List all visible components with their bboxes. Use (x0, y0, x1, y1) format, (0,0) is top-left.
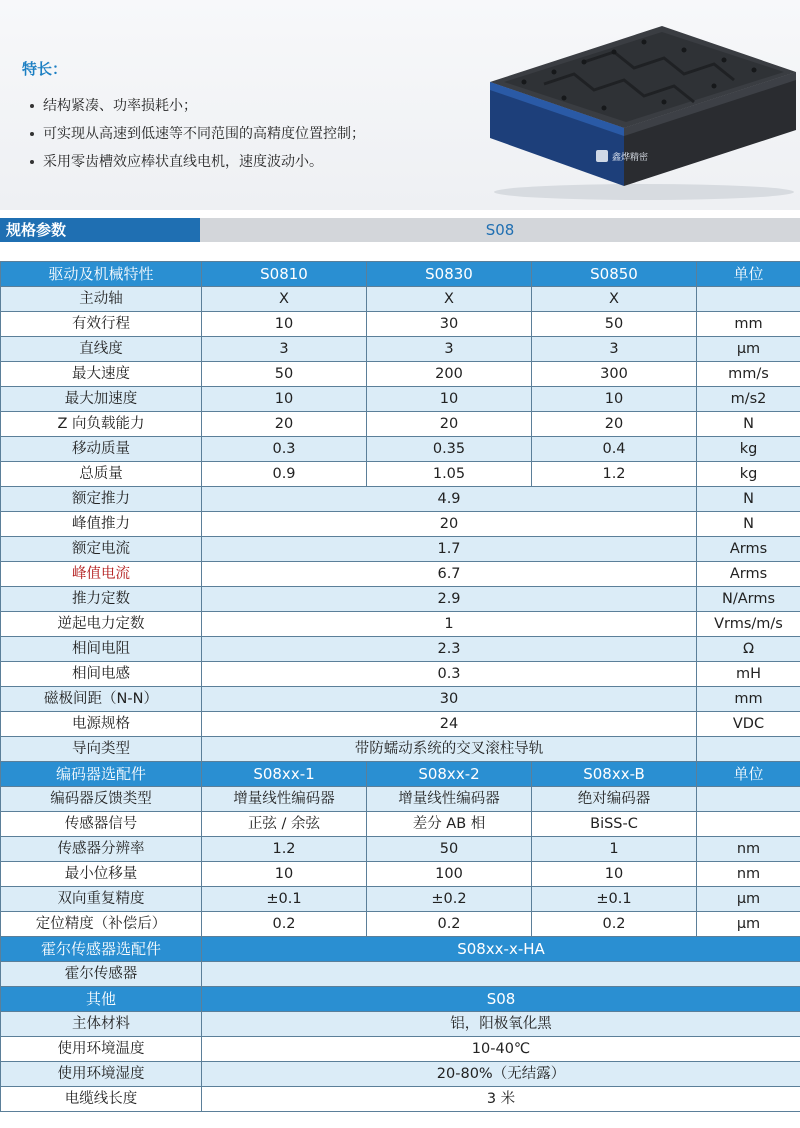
feature-item: 可实现从高速到低速等不同范围的高精度位置控制； (30, 120, 365, 148)
table-row: 额定电流 1.7 Arms (1, 537, 800, 562)
bullet-icon (30, 104, 34, 108)
features-title: 特长： (22, 60, 68, 78)
table-row: 使用环境湿度 20-80%（无结露） (1, 1062, 800, 1087)
table-row: 定位精度（补偿后） 0.2 0.2 0.2 μm (1, 912, 800, 937)
table-row: 双向重复精度 ±0.1 ±0.2 ±0.1 μm (1, 887, 800, 912)
table-row: 最小位移量 10 100 10 nm (1, 862, 800, 887)
table-row: 电源规格 24 VDC (1, 712, 800, 737)
section-header-drive: 驱动及机械特性 S0810 S0830 S0850 单位 (1, 262, 800, 287)
table-row: 总质量 0.9 1.05 1.2 kg (1, 462, 800, 487)
table-row: 相间电阻 2.3 Ω (1, 637, 800, 662)
table-row: 最大加速度 10 10 10 m/s2 (1, 387, 800, 412)
table-row: 传感器分辨率 1.2 50 1 nm (1, 837, 800, 862)
table-row: 峰值电流 6.7 Arms (1, 562, 800, 587)
table-row: 直线度 3 3 3 μm (1, 337, 800, 362)
table-row: 相间电感 0.3 mH (1, 662, 800, 687)
bullet-icon (30, 132, 34, 136)
table-row: 额定推力 4.9 N (1, 487, 800, 512)
table-row: 霍尔传感器 (1, 962, 800, 987)
table-row: 有效行程 10 30 50 mm (1, 312, 800, 337)
spec-model: S08 (200, 218, 800, 242)
product-logo: 鑫烨精密 (612, 153, 649, 163)
table-row: 编码器反馈类型 增量线性编码器 增量线性编码器 绝对编码器 (1, 787, 800, 812)
table-row: Z 向负载能力 20 20 20 N (1, 412, 800, 437)
table-row: 移动质量 0.3 0.35 0.4 kg (1, 437, 800, 462)
feature-item: 采用零齿槽效应棒状直线电机，速度波动小。 (30, 148, 365, 176)
spec-header-bar (0, 218, 800, 242)
section-header-encoder: 编码器选配件 S08xx-1 S08xx-2 S08xx-B 单位 (1, 762, 800, 787)
feature-banner (0, 0, 800, 210)
table-row: 推力定数 2.9 N/Arms (1, 587, 800, 612)
features-list (30, 92, 365, 176)
table-row: 导向类型 带防蠕动系统的交叉滚柱导轨 (1, 737, 800, 762)
table-row: 主动轴 X X X (1, 287, 800, 312)
table-row: 传感器信号 正弦 / 余弦 差分 AB 相 BiSS-C (1, 812, 800, 837)
section-header-hall: 霍尔传感器选配件 S08xx-x-HA (1, 937, 800, 962)
section-header-other: 其他 S08 (1, 987, 800, 1012)
table-row: 主体材料 铝，阳极氧化黑 (1, 1012, 800, 1037)
table-row: 峰值推力 20 N (1, 512, 800, 537)
linear-stage-product-image (484, 20, 800, 200)
table-row: 使用环境温度 10-40℃ (1, 1037, 800, 1062)
table-row: 最大速度 50 200 300 mm/s (1, 362, 800, 387)
feature-item: 结构紧凑、功率损耗小； (30, 92, 365, 120)
spec-label: 规格参数 (0, 218, 200, 242)
bullet-icon (30, 160, 34, 164)
spec-table (0, 261, 800, 1112)
table-row: 电缆线长度 3 米 (1, 1087, 800, 1112)
table-row: 逆起电力定数 1 Vrms/m/s (1, 612, 800, 637)
table-row: 磁极间距（N-N） 30 mm (1, 687, 800, 712)
